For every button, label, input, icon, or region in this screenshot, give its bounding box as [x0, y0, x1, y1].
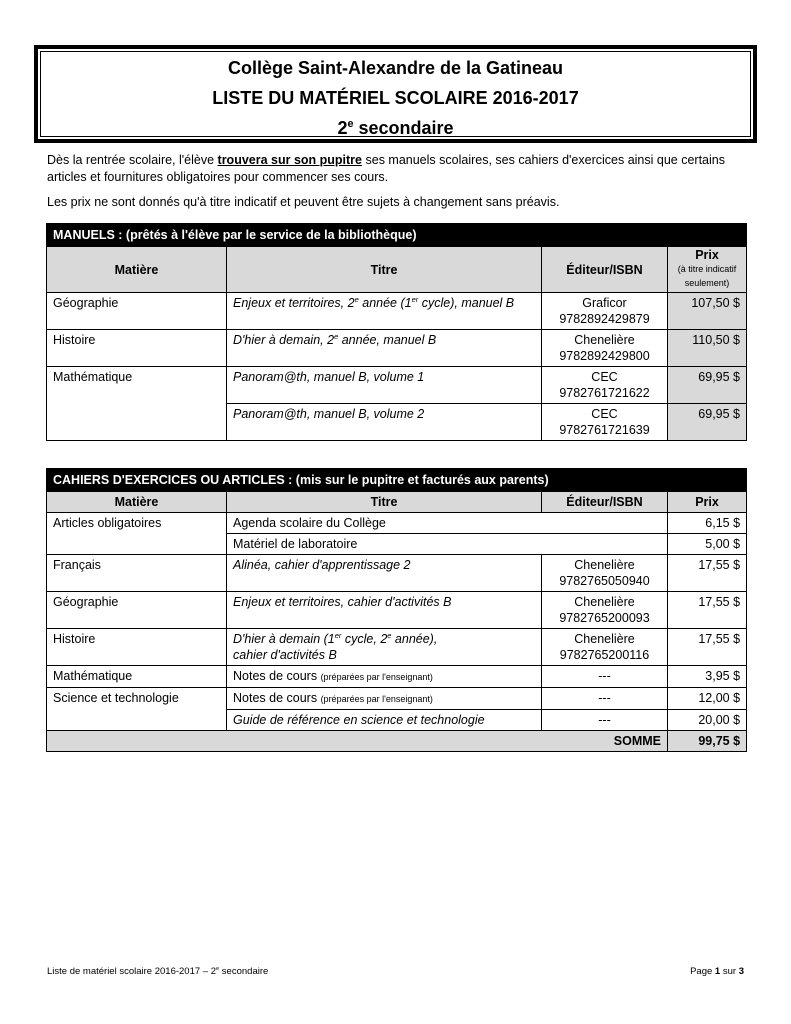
- cell-matiere: Géographie: [47, 592, 227, 629]
- table-row: [47, 629, 747, 666]
- cell-prix: 17,55 $: [668, 555, 747, 592]
- cell-matiere: Histoire: [47, 330, 227, 367]
- intro-paragraph: [47, 152, 747, 186]
- intro-text-bold: trouvera sur son pupitre: [217, 153, 363, 167]
- titre-part: année (1: [358, 296, 412, 310]
- titre-sup: e: [354, 294, 359, 304]
- table-row: [47, 330, 747, 367]
- grade-word: secondaire: [358, 118, 454, 138]
- col-editeur: Éditeur/ISBN: [542, 247, 668, 293]
- cell-editeur: [542, 555, 668, 592]
- titre-note: (préparées par l'enseignant): [320, 672, 433, 682]
- footer-text-b: secondaire: [219, 966, 269, 977]
- isbn: 9782765050940: [559, 574, 650, 588]
- isbn: 9782761721622: [559, 386, 650, 400]
- grade-title: [41, 118, 750, 139]
- isbn: 9782765200116: [559, 648, 650, 662]
- table-row: [47, 666, 747, 688]
- table-row: [47, 367, 747, 404]
- titre-part: Notes de cours: [233, 669, 318, 683]
- cell-titre: Alinéa, cahier d'apprentissage 2: [227, 555, 542, 592]
- cell-prix: 69,95 $: [668, 404, 747, 441]
- intro-text-b: ses manuels scolaires, ses cahiers d'exercices ainsi que certains articles et fournitures obligatoires pour commencer ses cours.: [47, 153, 725, 184]
- cell-prix: 107,50 $: [668, 293, 747, 330]
- cell-matiere: Articles obligatoires: [47, 513, 227, 555]
- cell-titre: Agenda scolaire du Collège: [227, 513, 668, 534]
- titre-sup: e: [387, 630, 392, 640]
- table-row: [47, 513, 747, 534]
- col-titre: Titre: [227, 247, 542, 293]
- isbn: 9782892429879: [559, 312, 650, 326]
- school-name: Collège Saint-Alexandre de la Gatineau: [227, 58, 564, 78]
- titre-sup: e: [334, 331, 339, 341]
- titre-note: (préparées par l'enseignant): [320, 694, 433, 704]
- titre-part: cycle, 2: [341, 632, 388, 646]
- cell-editeur: ---: [542, 710, 668, 731]
- title-box-inner: [40, 51, 751, 137]
- isbn: 9782761721639: [559, 423, 650, 437]
- titre-part: cycle), manuel B: [418, 296, 515, 310]
- cell-titre: [227, 666, 542, 688]
- cell-titre: [227, 629, 542, 666]
- titre-part: cahier d'activités B: [233, 648, 337, 662]
- cell-prix: 6,15 $: [668, 513, 747, 534]
- cell-titre: [227, 293, 542, 330]
- grade-sup: e: [347, 118, 354, 130]
- col-prix: [668, 247, 747, 293]
- col-prix-note: (à titre indicatif seulement): [677, 264, 737, 288]
- cell-editeur: [542, 592, 668, 629]
- cell-matiere: Science et technologie: [47, 688, 227, 731]
- cell-prix: 5,00 $: [668, 534, 747, 555]
- list-title: LISTE DU MATÉRIEL SCOLAIRE 2016-2017: [212, 88, 579, 108]
- cell-editeur: [542, 293, 668, 330]
- isbn: 9782765200093: [559, 611, 650, 625]
- titre-part: Notes de cours: [233, 691, 318, 705]
- cahiers-table: [46, 468, 747, 752]
- cell-prix: 17,55 $: [668, 629, 747, 666]
- cell-prix: 17,55 $: [668, 592, 747, 629]
- table-row: [47, 688, 747, 710]
- cell-titre: Guide de référence en science et technologie: [227, 710, 542, 731]
- editeur: Chenelière: [574, 632, 635, 646]
- editeur: Chenelière: [574, 558, 635, 572]
- cell-titre: Panoram@th, manuel B, volume 2: [227, 404, 542, 441]
- page-num: 1: [714, 966, 721, 977]
- page-of: sur: [720, 966, 739, 977]
- titre-part: année),: [391, 632, 438, 646]
- col-matiere: Matière: [47, 492, 227, 513]
- footer-page-number: [690, 966, 744, 977]
- titre-part: année, manuel B: [338, 333, 437, 347]
- footer-text-a: Liste de matériel scolaire 2016-2017 – 2: [47, 966, 216, 977]
- table-row: [47, 293, 747, 330]
- col-matiere: Matière: [47, 247, 227, 293]
- table-row: [47, 555, 747, 592]
- cell-editeur: [542, 367, 668, 404]
- cell-editeur: [542, 629, 668, 666]
- cell-prix: 12,00 $: [668, 688, 747, 710]
- cell-titre: [227, 330, 542, 367]
- cell-editeur: [542, 404, 668, 441]
- price-disclaimer: Les prix ne sont donnés qu'à titre indicatif et peuvent être sujets à changement sans préavis.: [47, 195, 560, 209]
- grade-num: 2: [337, 118, 348, 138]
- cell-titre: Enjeux et territoires, cahier d'activités B: [227, 592, 542, 629]
- cell-editeur: ---: [542, 666, 668, 688]
- page-word: Page: [690, 966, 715, 977]
- titre-part: D'hier à demain (1: [233, 632, 335, 646]
- cell-prix: 110,50 $: [668, 330, 747, 367]
- editeur: Chenelière: [574, 595, 635, 609]
- page-total: 3: [738, 966, 744, 977]
- cell-editeur: [542, 330, 668, 367]
- cell-prix: 69,95 $: [668, 367, 747, 404]
- editeur: CEC: [591, 407, 618, 421]
- cell-matiere: Géographie: [47, 293, 227, 330]
- titre-sup: er: [334, 630, 342, 640]
- titre-part: D'hier à demain, 2: [233, 333, 335, 347]
- col-prix-label: Prix: [695, 248, 719, 262]
- cell-matiere: Mathématique: [47, 666, 227, 688]
- sum-row: [47, 731, 747, 752]
- cell-titre: Panoram@th, manuel B, volume 1: [227, 367, 542, 404]
- sum-label: SOMME: [47, 731, 668, 752]
- titre-part: Enjeux et territoires, 2: [233, 296, 355, 310]
- col-titre: Titre: [227, 492, 542, 513]
- sum-value: 99,75 $: [668, 731, 747, 752]
- cell-editeur: ---: [542, 688, 668, 710]
- editeur: Chenelière: [574, 333, 635, 347]
- cahiers-section-title: CAHIERS D'EXERCICES OU ARTICLES : (mis sur le pupitre et facturés aux parents): [47, 469, 747, 492]
- manuels-table: [46, 223, 747, 441]
- title-box: [34, 45, 757, 143]
- manuels-section-title: MANUELS : (prêtés à l'élève par le service de la bibliothèque): [47, 224, 747, 247]
- cell-matiere: Histoire: [47, 629, 227, 666]
- cell-prix: 3,95 $: [668, 666, 747, 688]
- col-editeur: Éditeur/ISBN: [542, 492, 668, 513]
- cell-titre: [227, 688, 542, 710]
- cell-matiere: Français: [47, 555, 227, 592]
- intro-text-a: Dès la rentrée scolaire, l'élève: [47, 153, 218, 167]
- cell-titre: Matériel de laboratoire: [227, 534, 668, 555]
- footer-document-title: [47, 966, 268, 977]
- titre-sup: er: [411, 294, 419, 304]
- cell-matiere: Mathématique: [47, 367, 227, 441]
- cell-prix: 20,00 $: [668, 710, 747, 731]
- editeur: Graficor: [582, 296, 627, 310]
- editeur: CEC: [591, 370, 618, 384]
- footer-sup: e: [216, 965, 220, 972]
- table-row: [47, 592, 747, 629]
- col-prix: Prix: [668, 492, 747, 513]
- isbn: 9782892429800: [559, 349, 650, 363]
